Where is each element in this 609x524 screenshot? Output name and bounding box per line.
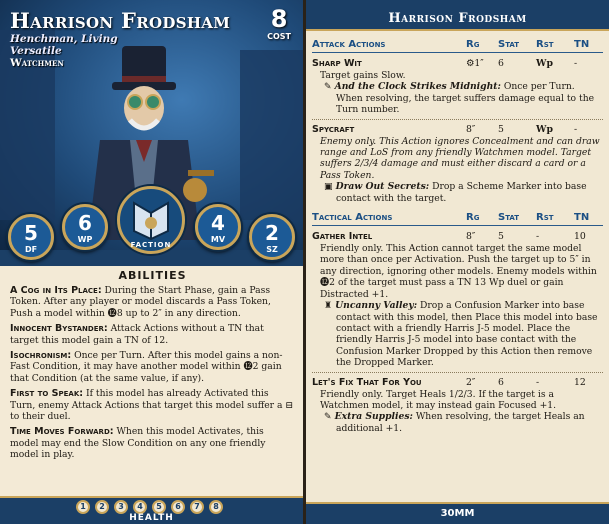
col-range: Rg: [466, 39, 480, 50]
action-stat: 6: [498, 376, 504, 388]
stat-defense-label: DF: [24, 245, 38, 254]
ability-text: Attack Actions without a TN that target this model gain a TN of 12.: [10, 323, 264, 346]
cost-value: 8: [270, 5, 288, 33]
tactical-actions-header: [312, 210, 603, 226]
col-resist: Rst: [536, 212, 554, 224]
health-pip[interactable]: 6: [171, 500, 185, 514]
action-resist: -: [536, 376, 540, 388]
action-stat: 6: [498, 58, 504, 69]
trigger-name: Uncanny Valley:: [335, 300, 418, 312]
stat-bar: [0, 196, 303, 266]
ability-text: When this model Activates, this model may end the Slow Condition on any one friendly model in play.: [10, 426, 266, 461]
col-range: Rg: [466, 212, 480, 224]
divider: [312, 372, 603, 373]
health-pip[interactable]: 2: [95, 500, 109, 514]
crow-trigger-icon: ♜: [324, 300, 336, 312]
model-header: [10, 8, 240, 69]
action-range: ⚙1″: [466, 58, 484, 69]
ability-name: First to Speak:: [10, 388, 84, 400]
action-resist: -: [536, 231, 540, 243]
action-description: Target gains Slow.: [320, 70, 406, 81]
cost-badge: [267, 6, 291, 41]
stat-move: [195, 204, 241, 250]
abilities-section: [0, 266, 303, 500]
trigger-name: Extra Supplies:: [334, 411, 413, 423]
stat-move-label: MV: [210, 235, 226, 244]
col-resist: Rst: [536, 39, 554, 50]
health-pip[interactable]: 7: [190, 500, 204, 514]
stat-defense: [8, 214, 54, 260]
stat-defense-value: 5: [24, 221, 38, 245]
tome-trigger-icon: ✎: [324, 411, 335, 423]
ability-name: Time Moves Forward:: [10, 426, 114, 438]
trigger-entry: [324, 81, 603, 116]
stat-willpower-label: WP: [77, 235, 93, 244]
faction-label: FACTION: [130, 241, 172, 249]
ability-entry: [10, 350, 295, 384]
trigger-text: Once per Turn. When resolving, the target suffers damage equal to the Turn number.: [336, 81, 595, 116]
back-model-name: Harrison Frodsham: [388, 11, 527, 26]
trigger-text: When resolving, the target Heals an additional +1.: [336, 411, 585, 434]
action-tn: -: [574, 123, 578, 135]
health-pip[interactable]: 4: [133, 500, 147, 514]
action-description: Friendly only. This Action cannot target the same model more than once per Activation. Push the target up to 5″ in any direction, ignoring other models. Enemy models within ⓬2 of the target must pass a TN 13 Wp duel or gain Distracted +1.: [320, 243, 597, 300]
base-size: 30MM: [440, 508, 475, 519]
action-name: Sharp Wit: [312, 58, 362, 69]
cost-label: COST: [267, 32, 291, 41]
action-tn: 10: [574, 231, 586, 243]
col-tn: TN: [574, 39, 590, 50]
stat-willpower: [62, 204, 108, 250]
action-range: 8″: [466, 123, 476, 135]
ability-name: A Cog in Its Place:: [10, 285, 102, 296]
action-row-gather-intel: [312, 230, 603, 243]
trigger-name: And the Clock Strikes Midnight:: [334, 81, 501, 93]
action-row-sharp-wit: [312, 57, 603, 70]
model-keyword: Watchmen: [10, 57, 64, 69]
trigger-name: Draw Out Secrets:: [335, 181, 430, 193]
action-name: Spycraft: [312, 123, 355, 135]
health-track: [0, 496, 303, 524]
health-pip[interactable]: 1: [76, 500, 90, 514]
health-label: HEALTH: [129, 513, 174, 523]
attack-actions-header: [312, 37, 603, 53]
mask-trigger-icon: ▣: [324, 181, 336, 193]
model-card-front: [0, 0, 303, 524]
action-row-lets-fix-that: [312, 376, 603, 389]
trigger-text: Drop a Confusion Marker into base contact with this model, then Place this model into base contact with a friendly Harris J-5 model. Place the friendly Harris J-5 model into base contact with the Confusion Marker Dropped by this Action then remove the Dropped Marker.: [336, 300, 598, 369]
action-description: Friendly only. Target Heals 1/2/3. If the target is a Watchmen model, it may instead gain Focused +1.: [320, 388, 557, 411]
action-name: Gather Intel: [312, 231, 373, 243]
col-tn: TN: [574, 212, 590, 224]
trigger-entry: [324, 300, 603, 369]
action-row-spycraft: [312, 123, 603, 136]
action-tn: -: [574, 58, 578, 69]
trigger-entry: [324, 181, 603, 204]
stat-size: [249, 214, 295, 260]
stat-size-label: SZ: [266, 245, 278, 254]
col-stat: Stat: [498, 212, 520, 224]
action-stat: 5: [498, 231, 504, 243]
trigger-entry: [324, 411, 603, 434]
ability-text: During the Start Phase, gain a Pass Token. After any player or model discards a Pass Token, Push a model within ⓬8 up to 2″ in any direction.: [10, 285, 271, 319]
ability-text: If this model has already Activated this Turn, enemy Attack Actions that target this model suffer a ⊟ to their duel.: [10, 388, 294, 423]
action-tn: 12: [574, 376, 586, 388]
stat-size-value: 2: [265, 221, 279, 245]
action-name: Let's Fix That For You: [312, 376, 422, 388]
attack-actions-title: Attack Actions: [312, 39, 386, 50]
action-range: 8″: [466, 231, 476, 243]
trigger-text: Drop a Scheme Marker into base contact with the target.: [336, 181, 587, 204]
health-pip[interactable]: 5: [152, 500, 166, 514]
ability-entry: [10, 426, 295, 460]
model-characteristics-1: Henchman, Living: [10, 33, 118, 45]
stat-willpower-value: 6: [78, 211, 92, 235]
action-stat: 5: [498, 123, 504, 135]
ability-name: Isochronism:: [10, 350, 72, 362]
health-pip[interactable]: 8: [209, 500, 223, 514]
abilities-heading: ABILITIES: [118, 269, 187, 282]
model-name: Harrison Frodsham: [10, 8, 231, 33]
ability-entry: [10, 323, 295, 346]
base-size-footer: [306, 502, 609, 524]
action-resist: Wp: [536, 123, 553, 135]
ability-entry: [10, 285, 295, 319]
back-title-bar: [306, 0, 609, 31]
ability-name: Innocent Bystander:: [10, 323, 108, 335]
model-card-back: [306, 0, 609, 524]
stat-move-value: 4: [211, 211, 225, 235]
model-characteristics-2: Versatile: [10, 45, 62, 57]
tactical-actions-title: Tactical Actions: [312, 212, 393, 224]
trigger-icon: ✎: [324, 81, 335, 93]
faction-emblem: [117, 186, 185, 254]
health-pip[interactable]: 3: [114, 500, 128, 514]
ability-entry: [10, 388, 295, 422]
action-description: Enemy only. This Action ignores Concealment and can draw range and LoS from any friendly Watchmen model. Target suffers 2/3/4 damage and must either discard a card or a Pass Token.: [320, 135, 600, 181]
col-stat: Stat: [498, 39, 520, 50]
action-resist: Wp: [536, 58, 553, 69]
divider: [312, 119, 603, 120]
action-range: 2″: [466, 376, 476, 388]
ability-text: Once per Turn. After this model gains a non-Fast Condition, it may have another model within ⓬2 gain that Condition (at the same value, if any).: [10, 350, 283, 384]
